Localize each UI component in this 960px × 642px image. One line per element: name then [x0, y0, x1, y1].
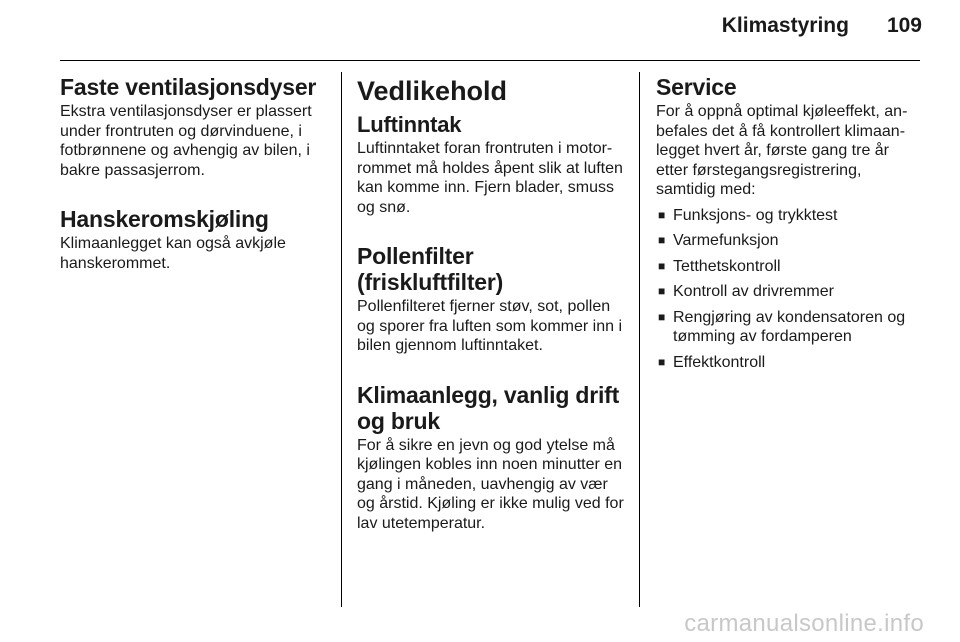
column-2	[357, 74, 625, 547]
heading-ac-operation: Klimaanlegg, vanlig drift og bruk	[357, 381, 620, 434]
text-fixed-vents: Ekstra ventilasjonsdyser er plassert under frontruten og dørvinduene, i fotbrønnene og avhengig av bilen, i bakre passasjerrom.	[60, 103, 312, 179]
heading-glovebox-cooling: Hanskeromskjøling	[60, 206, 269, 232]
text-pollen-filter: Pollenfilteret fjerner støv, sot, pollen og sporer fra luften som kommer inn i bilen gjennom luftinntaket.	[357, 298, 622, 354]
list-item: ■ Funksjons- og trykktest	[658, 206, 838, 224]
heading-pollen-filter: Pollenfilter (friskluftfilter)	[357, 243, 504, 295]
bullet-icon: ■	[658, 233, 666, 247]
list-item: ■ Tetthetskontroll	[658, 257, 781, 275]
watermark: carmanualsonline.info	[684, 610, 924, 637]
heading-service: Service	[656, 74, 737, 100]
header-rule	[60, 60, 920, 61]
heading-maintenance: Vedlikehold	[357, 76, 508, 106]
text-service: For å oppnå optimal kjøleeffekt, an-befales det å få kontrollert klimaan-legget hvert år, første gang tre år etter førstegangsregistrering, samtidig med:	[656, 103, 908, 198]
page-header	[0, 14, 922, 38]
service-checklist	[656, 206, 922, 373]
bullet-icon: ■	[658, 354, 666, 369]
bullet-icon: ■	[658, 207, 666, 222]
page-number: 109	[886, 14, 922, 37]
column-divider-1	[341, 72, 342, 607]
bullet-icon: ■	[658, 309, 666, 324]
bullet-icon: ■	[658, 258, 666, 273]
list-item: ■ Rengjøring av kondensatoren og tømming av fordamperen	[658, 308, 906, 345]
text-air-intake: Luftinntaket foran frontruten i motor-rommet må holdes åpent slik at luften kan komme inn. Fjern blader, smuss og snø.	[357, 140, 623, 216]
heading-air-intake: Luftinntak	[357, 112, 462, 137]
list-item: ■ Varmefunksjon	[658, 232, 779, 249]
section-title: Klimastyring	[721, 14, 849, 37]
text-glovebox-cooling: Klimaanlegget kan også avkjøle hanskerommet.	[60, 235, 286, 272]
bullet-icon: ■	[658, 284, 666, 298]
heading-fixed-vents: Faste ventilasjonsdyser	[60, 74, 317, 100]
column-1	[60, 74, 322, 287]
column-3	[656, 74, 922, 378]
list-item: ■ Kontroll av drivremmer	[658, 283, 834, 300]
text-ac-operation: For å sikre en jevn og god ytelse må kjølingen kobles inn noen minutter en gang i måneden, uavhengig av vær og årstid. Kjøling er ikke mulig ved for lav utetemperatur.	[357, 436, 624, 532]
list-item: ■ Effektkontroll	[658, 353, 766, 371]
column-divider-2	[639, 72, 640, 607]
